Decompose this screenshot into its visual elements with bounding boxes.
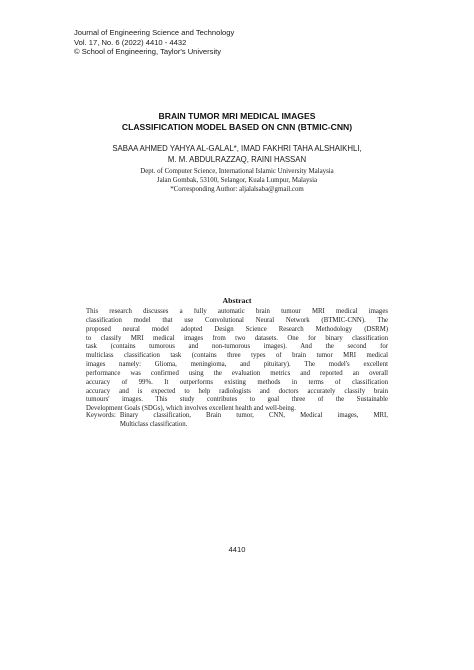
keywords-list <box>120 412 388 430</box>
abstract-line: Development Goals (SDGs), which involves excellent health and well-being. <box>86 405 296 413</box>
abstract-line: images namely: Glioma, meningioma, and pituitary). The model's excellent <box>86 361 388 369</box>
keywords-label: Keywords: <box>86 412 116 419</box>
keywords <box>86 412 388 430</box>
affiliation-department: Dept. of Computer Science, International Islamic University Malaysia <box>140 168 334 175</box>
journal-header <box>74 28 234 57</box>
author-line-1: SABAA AHMED YAHYA AL-GALAL*, IMAD FAKHRI TAHA ALSHAIKHLI, <box>112 144 362 153</box>
journal-copyright: © School of Engineering, Taylor's University <box>74 47 222 57</box>
journal-volume: Vol. 17, No. 6 (2022) 4410 - 4432 <box>74 37 187 47</box>
abstract-line: accuracy of 99%. It outperforms existing methods in terms of classification <box>86 378 388 386</box>
keywords-line-2: Multiclass classification. <box>119 420 188 428</box>
abstract-line: classification model that use Convolutional Neural Network (BTMIC-CNN). The <box>86 316 388 324</box>
author-line-2: M. M. ABDULRAZZAQ, RAINI HASSAN <box>167 154 307 164</box>
abstract-line: tumours' images. This study contributes to goal three of the Sustainable <box>86 396 388 404</box>
author-list <box>0 144 474 165</box>
paper-title-line-1: BRAIN TUMOR MRI MEDICAL IMAGES <box>158 111 316 121</box>
abstract-heading: Abstract <box>222 296 252 305</box>
keywords-line-1: Binary classification, Brain tumor, CNN, Medical images, MRI, <box>119 412 388 419</box>
corresponding-author: *Corresponding Author: aljalalsaba@gmail.com <box>170 186 304 193</box>
journal-name: Journal of Engineering Science and Technology <box>74 28 235 37</box>
paper-title <box>0 111 474 133</box>
abstract-line: accuracy and is expected to help radiologists and doctors accurately classify brain <box>86 387 388 395</box>
abstract-line: task (contains tumorous and non-tumorous images). And the second for <box>86 343 388 351</box>
abstract-line: performance was confirmed using the evaluation metrics and reported an overall <box>86 369 388 377</box>
paper-title-line-2: CLASSIFICATION MODEL BASED ON CNN (BTMIC-CNN) <box>121 122 353 132</box>
affiliation-address: Jalan Gombak, 53100, Selangor, Kuala Lumpur, Malaysia <box>156 177 318 184</box>
page-number: 4410 <box>228 545 246 554</box>
abstract-line: This research discusses a fully automatic brain tumour MRI medical images <box>86 308 388 315</box>
abstract-line: proposed neural model adopted Design Science Research Methodology (DSRM) <box>86 325 388 333</box>
abstract-body <box>86 308 388 414</box>
abstract-line: multiclass classification task (contains three types of brain tumor MRI medical <box>86 352 388 360</box>
affiliation <box>0 167 474 194</box>
abstract-line: to classify MRI medical images from two datasets. One for binary classification <box>86 334 388 342</box>
